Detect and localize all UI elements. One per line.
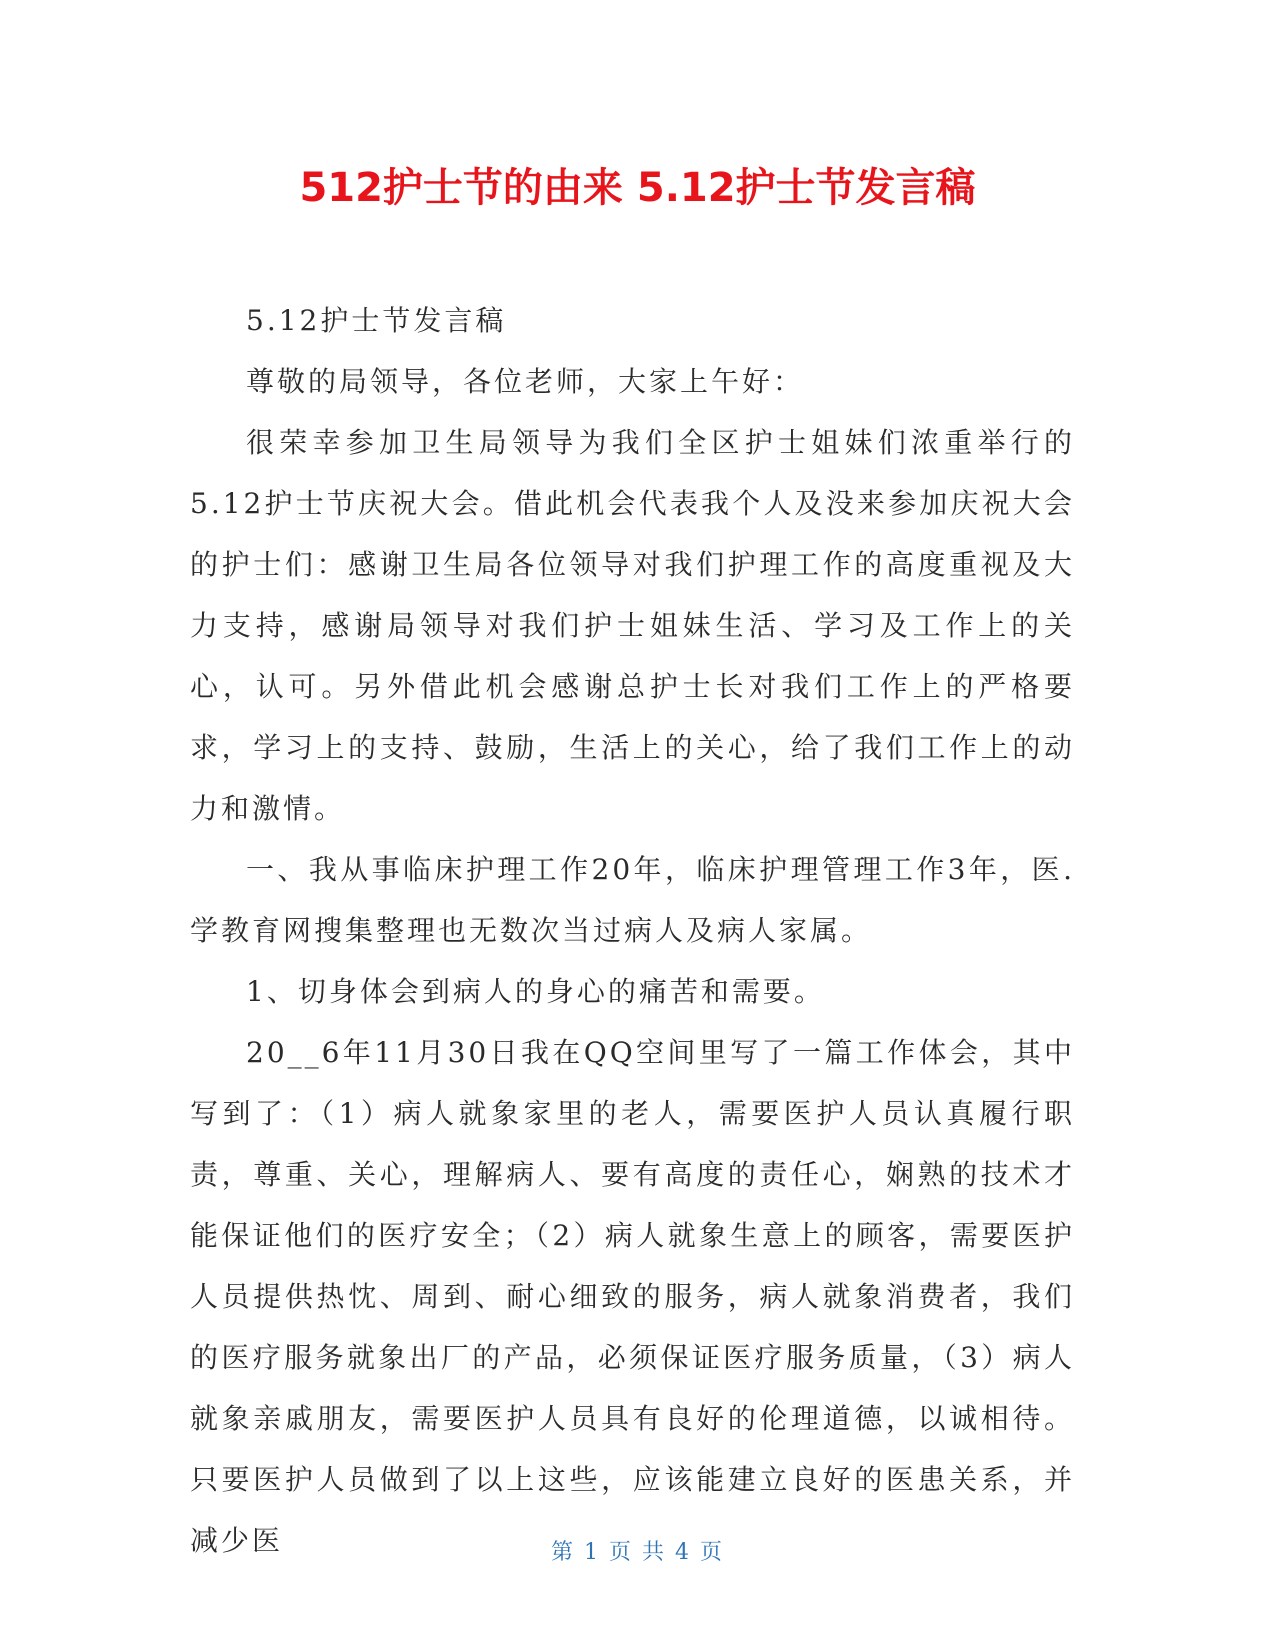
paragraph-subtitle: 5.12护士节发言稿 bbox=[246, 304, 507, 337]
paragraph-experience: 20__6年11月30日我在QQ空间里写了一篇工作体会，其中写到了：（1）病人就象家里的老人，需要医护人员认真履行职责，尊重、关心，理解病人、要有高度的责任心，娴熟的技术才能保证他们的医疗安全；（2）病人就象生意上的顾客，需要医护人员提供热忱、周到、耐心细致的服务，病人就象消费者，我们的医疗服务就象出厂的产品，必须保证医疗服务质量，（3）病人就象亲戚朋友，需要医护人员具有良好的伦理道德，以诚相待。只要医护人员做到了以上这些，应该能建立良好的医患关系，并减少医 bbox=[190, 1036, 1075, 1557]
paragraph-section-one: 一、我从事临床护理工作20年，临床护理管理工作3年，医.学教育网搜集整理也无数次当过病人及病人家属。 bbox=[190, 853, 1075, 947]
document-title: 512护士节的由来 5.12护士节发言稿 bbox=[299, 165, 976, 211]
paragraph-thanks: 很荣幸参加卫生局领导为我们全区护士姐妹们浓重举行的5.12护士节庆祝大会。借此机会代表我个人及没来参加庆祝大会的护士们：感谢卫生局各位领导对我们护理工作的高度重视及大力支持，感谢局领导对我们护士姐妹生活、学习及工作上的关心，认可。另外借此机会感谢总护士长对我们工作上的严格要求，学习上的支持、鼓励，生活上的关心，给了我们工作上的动力和激情。 bbox=[190, 426, 1075, 825]
paragraph-point-one: 1、切身体会到病人的身心的痛苦和需要。 bbox=[246, 975, 825, 1008]
page-number-footer bbox=[0, 1538, 1275, 1568]
paragraph-greeting: 尊敬的局领导，各位老师，大家上午好： bbox=[246, 365, 805, 398]
page-number-label: 第 1 页 共 4 页 bbox=[551, 1540, 724, 1565]
document-body bbox=[190, 290, 1075, 1571]
